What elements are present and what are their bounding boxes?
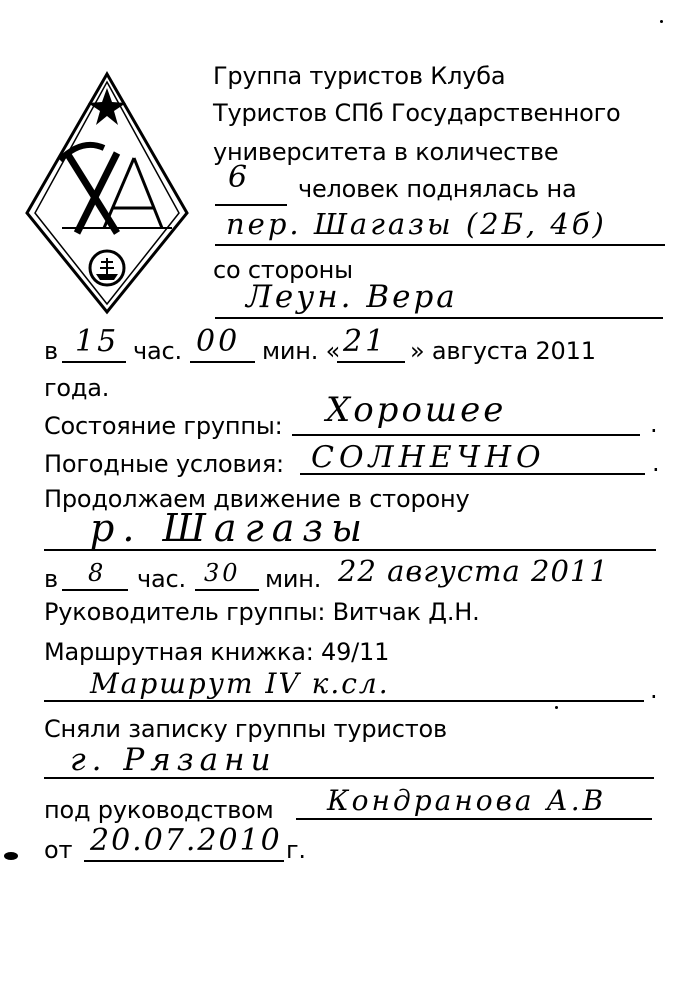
next-hour-handwritten: 8 [88,559,107,587]
route-blank [44,700,644,702]
minute-blank [190,361,255,363]
removed-group-handwritten: г. Рязани [70,742,277,778]
next-minute-label: мин. [265,565,322,593]
minute-label: мин. « [262,337,341,365]
next-minute-handwritten: 30 [204,559,241,587]
date-blank [84,860,284,862]
weather-blank [300,473,645,475]
hour-blank [62,361,126,363]
side-handwritten: Леун. Вера [246,279,458,315]
next-prefix: в [44,565,58,593]
minute-handwritten: 00 [196,324,241,359]
day-blank [337,361,405,363]
time-prefix: в [44,337,58,365]
removed-group-blank [44,777,654,779]
day-handwritten: 21 [343,324,388,359]
month-year: » августа 2011 [410,337,596,365]
guidance-handwritten: Кондранова А.В [327,784,607,817]
side-blank [215,317,663,319]
leader-label: Руководитель группы: Витчак Д.Н. [44,598,480,626]
scan-speck [660,20,663,23]
pass-blank [215,244,665,246]
next-minute-blank [195,589,259,591]
count-handwritten: 6 [228,160,251,195]
state-handwritten: Хорошее [326,390,507,430]
next-date-handwritten: 22 августа 2011 [338,554,609,588]
direction-blank [44,549,656,551]
side-label: со стороны [213,256,353,284]
guidance-blank [296,818,652,820]
date-suffix: г. [286,836,306,864]
weather-label: Погодные условия: [44,450,284,478]
count-blank [215,204,287,206]
state-period: . [650,410,658,438]
route-handwritten: Маршрут IV к.сл. [90,667,390,700]
pass-handwritten: пер. Шагазы (2Б, 4б) [226,207,607,241]
club-emblem [22,68,192,318]
next-hour-blank [62,589,128,591]
book-label: Маршрутная книжка: 49/11 [44,638,390,666]
header-line-3: университета в количестве [213,138,559,166]
state-blank [292,434,640,436]
route-period: . [650,676,658,704]
hour-label: час. [133,337,182,365]
header-line-2: Туристов СПб Государственного [213,99,621,127]
guidance-label: под руководством [44,796,274,824]
removed-label: Сняли записку группы туристов [44,715,447,743]
state-label: Состояние группы: [44,412,283,440]
date-handwritten: 20.07.2010 [90,823,282,858]
weather-period: . [652,449,660,477]
date-prefix: от [44,836,73,864]
count-suffix: человек поднялась на [298,175,577,203]
direction-handwritten: р. Шагазы [90,506,371,550]
weather-handwritten: СОЛНЕЧНО [311,440,546,475]
continue-label: Продолжаем движение в сторону [44,485,470,513]
scan-speck [555,706,558,709]
header-line-1: Группа туристов Клуба [213,62,506,90]
hour-handwritten: 15 [75,324,120,359]
year-word: года. [44,374,110,402]
scan-speck [4,852,18,860]
next-hour-label: час. [137,565,186,593]
